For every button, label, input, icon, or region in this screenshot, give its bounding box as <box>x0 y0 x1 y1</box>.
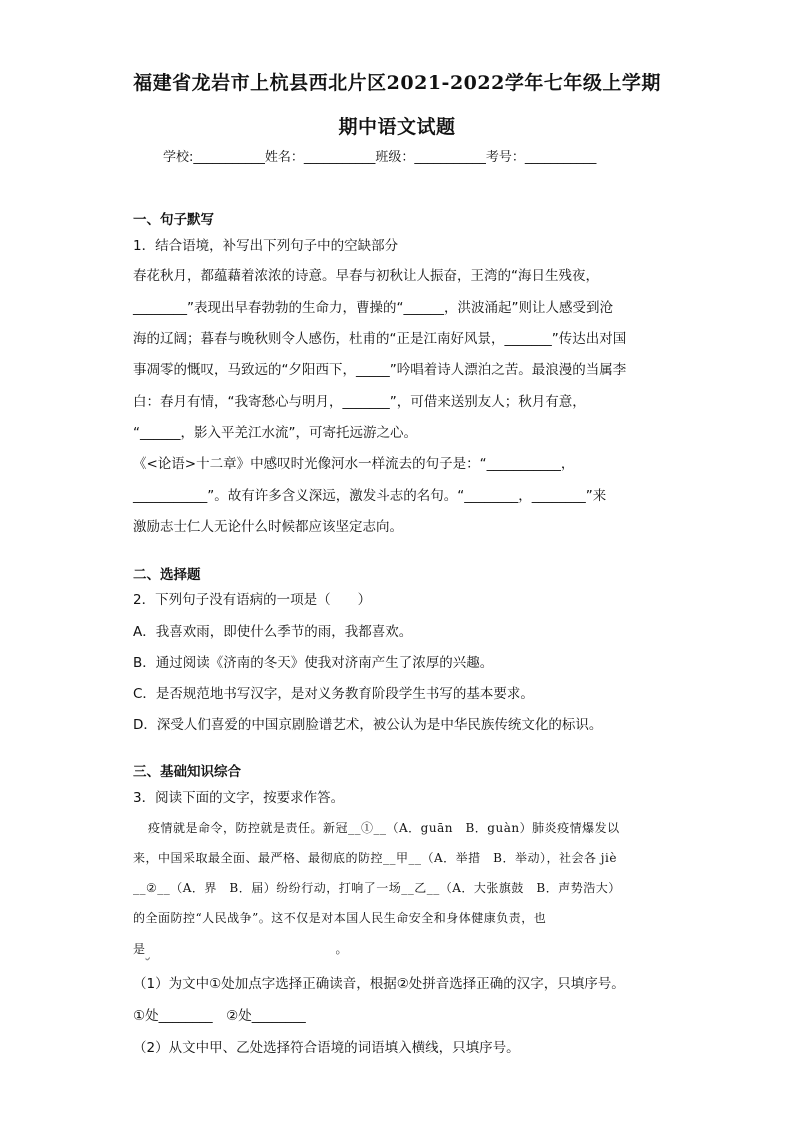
q3-passage-line: 的全面防控“人民战争”。这不仅是对本国人民生命安全和身体健康负责，也 <box>133 911 547 925</box>
q2-option-d: D．深受人们喜爱的中国京剧脸谱艺术，被公认为是中华民族传统文化的标识。 <box>133 717 603 733</box>
q1-line: 事凋零的慨叹，马致远的“夕阳西下，_____”吟唱着诗人漂泊之苦。最浪漫的当属李 <box>133 362 627 378</box>
title-line-2: 期中语文试题 <box>338 116 456 138</box>
q1-line: 激励志士仁人无论什么时候都应该坚定志向。 <box>133 519 403 535</box>
q1-line: 《<论语>十二章》中感叹时光像河水一样流去的句子是：“___________， <box>133 456 575 472</box>
section-heading-3: 三、基础知识综合 <box>133 764 241 780</box>
q2-option-c: C．是否规范地书写汉字，是对义务教育阶段学生书写的基本要求。 <box>133 686 534 702</box>
q2-option-b: B．通过阅读《济南的冬天》使我对济南产生了浓厚的兴趣。 <box>133 655 494 671</box>
q3-intro: 3．阅读下面的文字，按要求作答。 <box>133 790 345 806</box>
student-info-line: 学校:___________姓名：___________班级：___________考号：___________ <box>163 150 597 165</box>
title-line-1: 福建省龙岩市上杭县西北片区2021-2022学年七年级上学期 <box>133 72 661 94</box>
q3-passage-line: 来，中国采取最全面、最严格、最彻底的防控__甲__（A．举措 B．举动），社会各 jiè <box>133 851 617 865</box>
q2-option-a: A．我喜欢雨，即使什么季节的雨，我都喜欢。 <box>133 624 413 640</box>
wavy-answer-blank <box>146 942 336 956</box>
section-heading-1: 一、句子默写 <box>133 212 214 228</box>
q3-sub-answer-blanks: ①处________ ②处________ <box>133 1008 306 1024</box>
q1-line: “______，影入平羌江水流”，可寄托远游之心。 <box>133 425 417 441</box>
section-heading-2: 二、选择题 <box>133 567 201 583</box>
q1-line: 白：春月有情，“我寄愁心与明月，_______”，可借来送别友人；秋月有意， <box>133 394 586 410</box>
passage-last-suffix: 。 <box>335 942 349 956</box>
q3-passage-line: 疫情就是命令，防控就是责任。新冠__①__（A．guān B．guàn）肺炎疫情爆发以 <box>148 821 620 835</box>
q1-line: 海的辽阔；暮春与晚秋则令人感伤，杜甫的“正是江南好风景，_______”传达出对国 <box>133 331 627 347</box>
passage-last-prefix: 是 <box>133 942 146 956</box>
q1-line: 春花秋月，都蕴藉着浓浓的诗意。早春与初秋让人振奋，王湾的“海日生残夜， <box>133 268 599 284</box>
q2-stem: 2．下列句子没有语病的一项是（ ） <box>133 592 372 608</box>
q3-sub-question-2: （2）从文中甲、乙处选择符合语境的词语填入横线，只填序号。 <box>133 1040 520 1056</box>
q3-sub-question-1: （1）为文中①处加点字选择正确读音，根据②处拼音选择正确的汉字，只填序号。 <box>133 976 625 992</box>
q3-passage-last-line <box>133 940 663 957</box>
q1-line: 1．结合语境，补写出下列句子中的空缺部分 <box>133 238 399 254</box>
q3-passage-line: __②__（A．界 B．届）纷纷行动，打响了一场__乙__（A．大张旗鼓 B．声势浩大） <box>133 881 621 895</box>
q1-line: ________”表现出早春勃勃的生命力，曹操的“______，洪波涌起”则让人感受到沧 <box>133 300 613 316</box>
q1-line: ___________”。故有许多含义深远，激发斗志的名句。“________，________”来 <box>133 488 607 504</box>
